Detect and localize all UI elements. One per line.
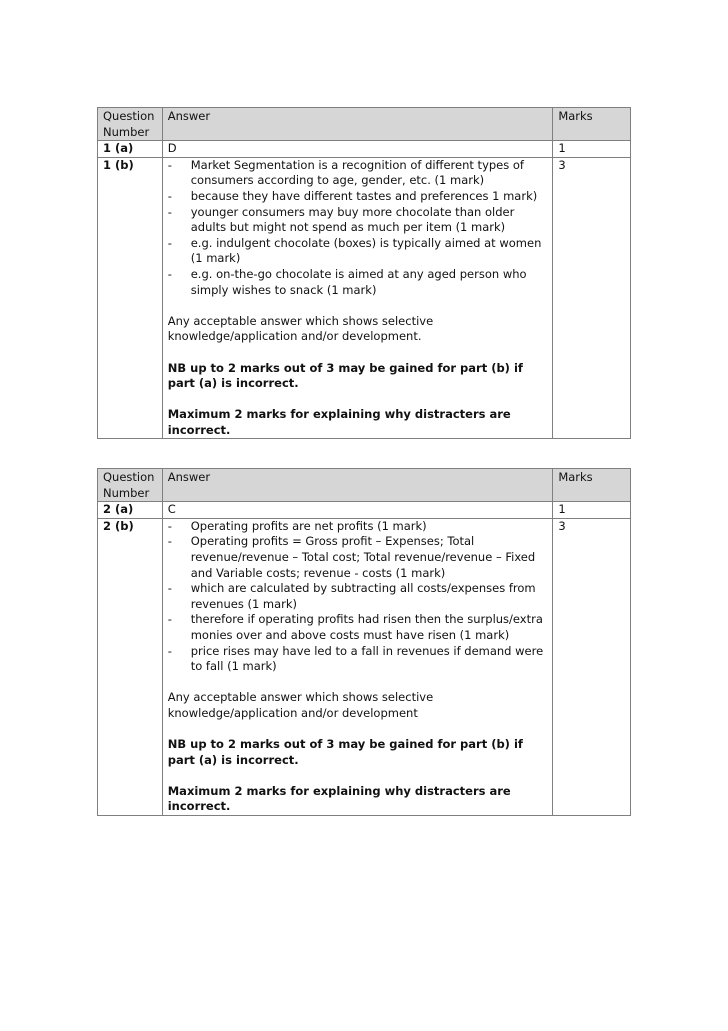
list-item	[168, 612, 548, 643]
nb-note: NB up to 2 marks out of 3 may be gained for part (b) if part (a) is incorrect.	[167, 737, 523, 767]
point-text: Operating profits are net profits (1 mark)	[190, 518, 427, 533]
list-item	[168, 205, 548, 236]
table-row	[98, 518, 631, 815]
dash-bullet: -	[167, 581, 172, 596]
answer-points-list	[168, 519, 548, 675]
question-number: 2 (a)	[98, 502, 163, 519]
nb-note: NB up to 2 marks out of 3 may be gained for part (b) if part (a) is incorrect.	[167, 360, 523, 391]
header-label: Answer	[167, 109, 211, 123]
header-label: Answer	[167, 470, 211, 484]
header-label: Question Number	[103, 470, 155, 500]
marks-cell: 1	[553, 141, 631, 158]
table-row	[98, 157, 631, 439]
dash-bullet: -	[167, 235, 172, 250]
table-row	[98, 141, 631, 158]
list-item	[168, 519, 548, 535]
answer-header	[162, 108, 553, 141]
header-label: Marks	[558, 109, 593, 123]
maximum-marks-note: Maximum 2 marks for explaining why distracters are incorrect.	[167, 783, 511, 814]
table-header-row	[98, 469, 631, 502]
point-text: price rises may have led to a fall in revenues if demand were to fall (1 mark)	[190, 643, 544, 674]
acceptable-answer-note: Any acceptable answer which shows selective knowledge/application and/or development.	[167, 313, 434, 344]
mark-scheme-table-2	[97, 468, 631, 816]
point-text: which are calculated by subtracting all costs/expenses from revenues (1 mark)	[190, 581, 536, 611]
list-item	[168, 189, 548, 205]
list-item	[168, 534, 548, 581]
marks-header	[553, 469, 631, 502]
maximum-marks-note: Maximum 2 marks for explaining why distracters are incorrect.	[167, 407, 511, 437]
marks-header	[553, 108, 631, 141]
answer-cell: D	[162, 141, 553, 158]
marks-cell: 3	[553, 518, 631, 815]
list-item	[168, 158, 548, 189]
marks-cell: 3	[553, 157, 631, 439]
question-number: 1 (b)	[98, 157, 163, 439]
table-row	[98, 502, 631, 519]
dash-bullet: -	[167, 204, 172, 219]
dash-bullet: -	[167, 534, 172, 549]
question-number-header	[98, 469, 163, 502]
point-text: therefore if operating profits had risen then the surplus/extra monies over and above costs must have risen (1 mark)	[190, 612, 543, 642]
list-item	[168, 267, 548, 298]
point-text: younger consumers may buy more chocolate than older adults but might not spend as much per item (1 mark)	[190, 204, 515, 235]
answer-cell	[162, 157, 553, 439]
marks-cell: 1	[553, 502, 631, 519]
header-label: Marks	[558, 470, 593, 484]
answer-cell	[162, 518, 553, 815]
point-text: because they have different tastes and preferences 1 mark)	[190, 188, 538, 203]
dash-bullet: -	[167, 266, 172, 281]
point-text: e.g. indulgent chocolate (boxes) is typically aimed at women (1 mark)	[190, 235, 542, 266]
dash-bullet: -	[167, 518, 172, 533]
dash-bullet: -	[167, 157, 172, 172]
mark-scheme-table-1	[97, 107, 631, 439]
list-item	[168, 644, 548, 675]
list-item	[168, 581, 548, 612]
list-item	[168, 236, 548, 267]
answer-points-list	[168, 158, 548, 298]
question-number-header	[98, 108, 163, 141]
question-number: 2 (b)	[98, 518, 163, 815]
point-text: Market Segmentation is a recognition of different types of consumers according to age, gender, etc. (1 mark)	[190, 157, 524, 188]
point-text: Operating profits = Gross profit – Expenses; Total revenue/revenue – Total cost; Total revenue/revenue – Fixed and Variable costs; revenue - costs (1 mark)	[190, 534, 536, 580]
point-text: e.g. on-the-go chocolate is aimed at any aged person who simply wishes to snack (1 mark)	[190, 266, 527, 297]
header-label: Question Number	[103, 109, 155, 139]
acceptable-answer-note: Any acceptable answer which shows selective knowledge/application and/or development	[167, 690, 434, 720]
dash-bullet: -	[167, 612, 172, 627]
table-header-row	[98, 108, 631, 141]
answer-cell: C	[162, 502, 553, 519]
dash-bullet: -	[167, 643, 172, 658]
question-number: 1 (a)	[98, 141, 163, 158]
dash-bullet: -	[167, 188, 172, 203]
answer-header	[162, 469, 553, 502]
